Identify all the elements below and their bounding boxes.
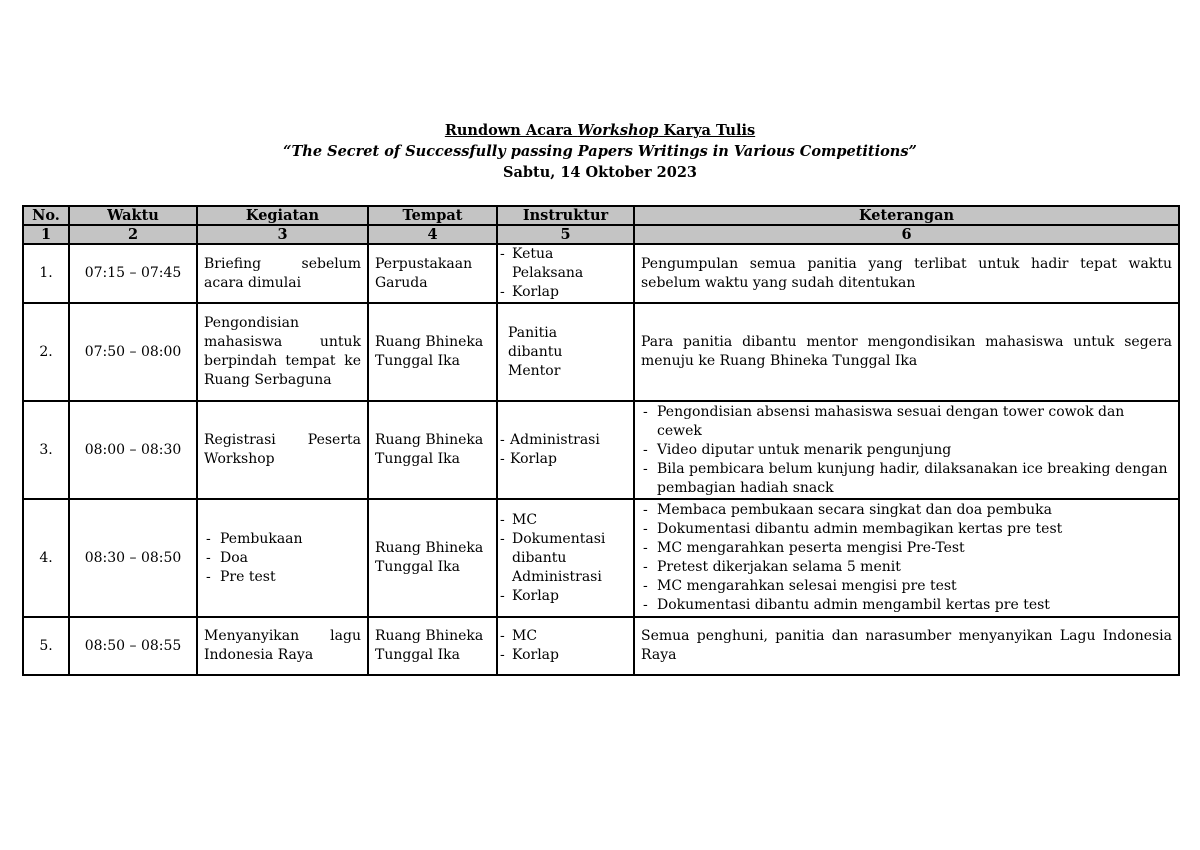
col-number: 5 xyxy=(497,225,634,244)
list-item: - Dokumentasi dibantu admin mengambil kertas pre test xyxy=(641,596,1172,615)
col-header-kegiatan: Kegiatan xyxy=(197,206,368,225)
cell-activity: Menyanyikan lagu Indonesia Raya xyxy=(197,617,368,675)
cell-place: Ruang Bhineka Tunggal Ika xyxy=(368,303,497,401)
cell-time: 08:00 – 08:30 xyxy=(69,401,197,499)
cell-instructor xyxy=(497,499,634,617)
table-row xyxy=(23,303,1179,401)
instructor-list xyxy=(500,627,627,665)
col-header-waktu: Waktu xyxy=(69,206,197,225)
list-item: - Dokumentasi dibantu admin membagikan kertas pre test xyxy=(641,520,1172,539)
col-header-tempat: Tempat xyxy=(368,206,497,225)
list-item: - Pretest dikerjakan selama 5 menit xyxy=(641,558,1172,577)
cell-instructor xyxy=(497,617,634,675)
cell-place: Perpustakaan Garuda xyxy=(368,244,497,303)
col-number: 3 xyxy=(197,225,368,244)
list-item: - Pengondisian absensi mahasiswa sesuai dengan tower cowok dan cewek xyxy=(641,403,1172,441)
notes-list xyxy=(641,501,1172,615)
col-header-keterangan: Keterangan xyxy=(634,206,1179,225)
list-item: - Dokumentasi dibantu Administrasi xyxy=(500,530,627,587)
table-row xyxy=(23,617,1179,675)
cell-no: 2. xyxy=(23,303,69,401)
notes-list xyxy=(641,403,1172,498)
list-item: - MC mengarahkan selesai mengisi pre test xyxy=(641,577,1172,596)
col-header-instruktur: Instruktur xyxy=(497,206,634,225)
list-item: - Korlap xyxy=(500,450,627,469)
list-item: - Ketua Pelaksana xyxy=(500,245,627,283)
list-item: - Korlap xyxy=(500,646,627,665)
cell-notes: Pengumpulan semua panitia yang terlibat untuk hadir tepat waktu sebelum waktu yang sudah ditentukan xyxy=(634,244,1179,303)
list-item: - Administrasi xyxy=(500,431,627,450)
list-item: - MC mengarahkan peserta mengisi Pre-Test xyxy=(641,539,1172,558)
list-item: - Bila pembicara belum kunjung hadir, dilaksanakan ice breaking dengan pembagian hadiah snack xyxy=(641,460,1172,498)
instructor-list xyxy=(500,511,627,606)
cell-notes xyxy=(634,401,1179,499)
document-title xyxy=(0,120,1200,141)
table-row xyxy=(23,244,1179,303)
cell-activity: Pengondisian mahasiswa untuk berpindah tempat ke Ruang Serbaguna xyxy=(197,303,368,401)
table-row xyxy=(23,499,1179,617)
document-date: Sabtu, 14 Oktober 2023 xyxy=(502,164,698,181)
list-item: - Membaca pembukaan secara singkat dan doa pembuka xyxy=(641,501,1172,520)
list-item: - Pembukaan xyxy=(204,530,361,549)
cell-time: 08:50 – 08:55 xyxy=(69,617,197,675)
cell-instructor xyxy=(497,244,634,303)
rundown-table xyxy=(22,205,1180,676)
cell-activity xyxy=(197,499,368,617)
cell-activity: Briefing sebelum acara dimulai xyxy=(197,244,368,303)
cell-no: 1. xyxy=(23,244,69,303)
col-number: 2 xyxy=(69,225,197,244)
instructor-list xyxy=(500,245,627,302)
list-item: - MC xyxy=(500,627,627,646)
cell-instructor: Panitia dibantu Mentor xyxy=(497,303,634,401)
cell-no: 3. xyxy=(23,401,69,499)
activity-list xyxy=(204,530,361,587)
cell-notes xyxy=(634,499,1179,617)
cell-time: 08:30 – 08:50 xyxy=(69,499,197,617)
document-subtitle: “The Secret of Successfully passing Papers Writings in Various Competitions” xyxy=(283,143,917,160)
header-row xyxy=(23,206,1179,225)
cell-notes: Semua penghuni, panitia dan narasumber menyanyikan Lagu Indonesia Raya xyxy=(634,617,1179,675)
title-text-italic: Workshop xyxy=(577,122,659,139)
col-number: 1 xyxy=(23,225,69,244)
document-heading xyxy=(0,120,1200,183)
cell-place: Ruang Bhineka Tunggal Ika xyxy=(368,401,497,499)
list-item: - Korlap xyxy=(500,587,627,606)
cell-notes: Para panitia dibantu mentor mengondisikan mahasiswa untuk segera menuju ke Ruang Bhineka Tunggal Ika xyxy=(634,303,1179,401)
list-item: - Pre test xyxy=(204,568,361,587)
cell-place: Ruang Bhineka Tunggal Ika xyxy=(368,617,497,675)
cell-time: 07:15 – 07:45 xyxy=(69,244,197,303)
cell-no: 4. xyxy=(23,499,69,617)
col-number: 6 xyxy=(634,225,1179,244)
title-text-part2: Karya Tulis xyxy=(658,122,756,139)
instructor-list xyxy=(500,431,627,469)
cell-no: 5. xyxy=(23,617,69,675)
list-item: - Korlap xyxy=(500,283,627,302)
column-number-row xyxy=(23,225,1179,244)
table-row xyxy=(23,401,1179,499)
list-item: - MC xyxy=(500,511,627,530)
cell-activity: Registrasi Peserta Workshop xyxy=(197,401,368,499)
cell-time: 07:50 – 08:00 xyxy=(69,303,197,401)
col-header-no: No. xyxy=(23,206,69,225)
list-item: - Video diputar untuk menarik pengunjung xyxy=(641,441,1172,460)
cell-place: Ruang Bhineka Tunggal Ika xyxy=(368,499,497,617)
col-number: 4 xyxy=(368,225,497,244)
title-text-part1: Rundown Acara xyxy=(444,122,578,139)
list-item: - Doa xyxy=(204,549,361,568)
cell-instructor xyxy=(497,401,634,499)
